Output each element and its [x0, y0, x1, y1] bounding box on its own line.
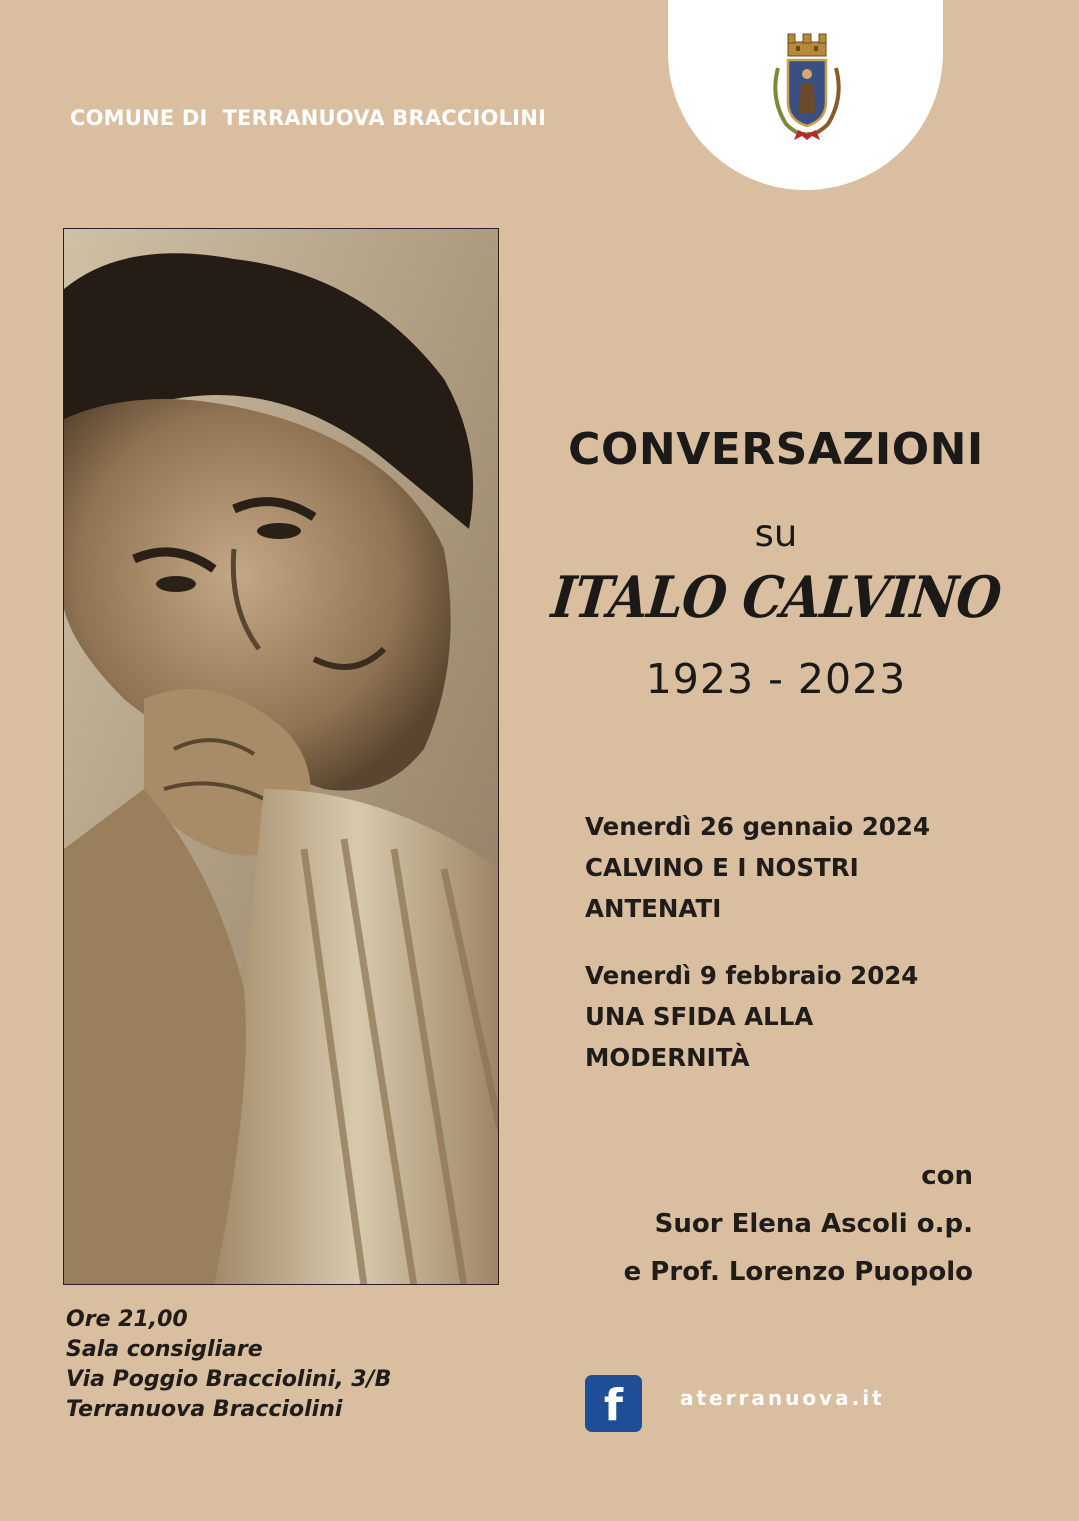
anniversary-years: 1923 - 2023: [645, 655, 907, 703]
event-title: UNA SFIDA ALLA MODERNITÀ: [585, 1002, 814, 1072]
event-title: CALVINO E I NOSTRI ANTENATI: [585, 853, 859, 923]
event-item: [585, 955, 985, 1078]
venue-town: Terranuova Bracciolini: [66, 1397, 343, 1422]
event-item: [585, 806, 985, 929]
author-name: ITALO CALVINO: [548, 564, 1004, 632]
facebook-icon[interactable]: [585, 1375, 642, 1432]
author-portrait: [63, 228, 499, 1285]
municipality-name: COMUNE DI TERRANUOVA BRACCIOLINI: [70, 106, 546, 130]
speakers-block: [624, 1152, 973, 1296]
speakers-intro: con: [921, 1161, 973, 1191]
event-date: Venerdì 26 gennaio 2024: [585, 812, 930, 841]
heading-preposition: su: [754, 512, 798, 555]
website-link[interactable]: aterranuova.it: [680, 1386, 885, 1410]
coat-of-arms-icon: [766, 28, 848, 146]
event-time: Ore 21,00: [66, 1307, 188, 1332]
venue-block: [66, 1305, 391, 1425]
event-series-heading: CONVERSAZIONI: [568, 424, 984, 475]
event-date: Venerdì 9 febbraio 2024: [585, 961, 919, 990]
speaker-name: e Prof. Lorenzo Puopolo: [623, 1257, 973, 1287]
venue-room: Sala consigliare: [66, 1337, 263, 1362]
facebook-glyph: f: [603, 1380, 624, 1431]
venue-address: Via Poggio Bracciolini, 3/B: [66, 1367, 392, 1392]
speaker-name: Suor Elena Ascoli o.p.: [654, 1209, 973, 1239]
